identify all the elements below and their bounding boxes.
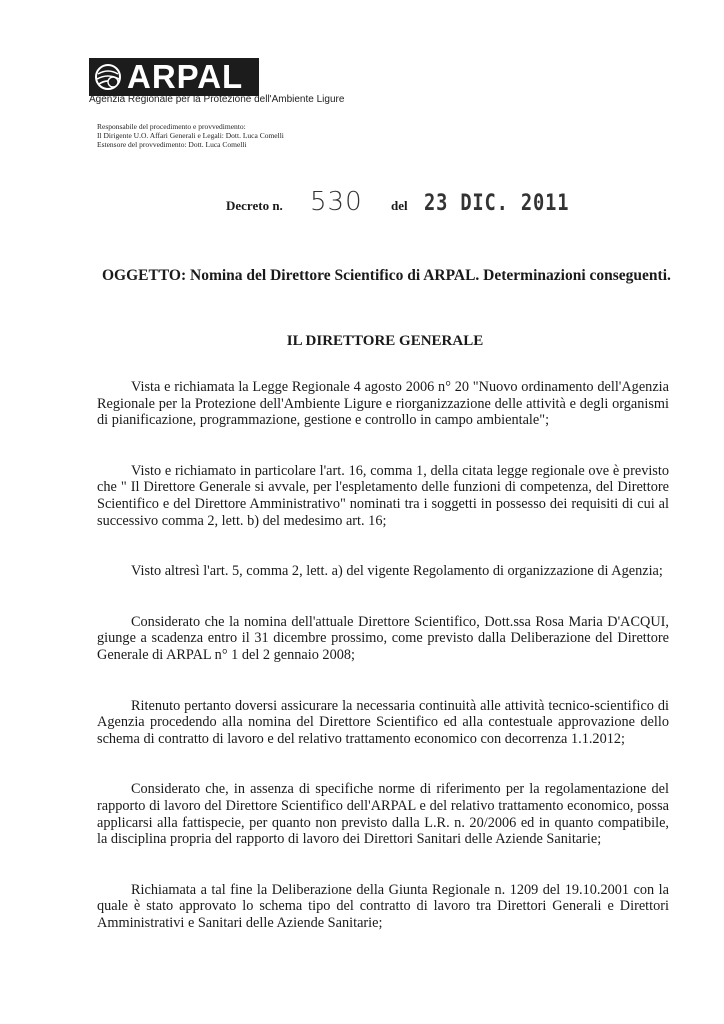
arpal-globe-icon bbox=[93, 62, 123, 92]
subject-label: OGGETTO: bbox=[102, 267, 187, 284]
decree-date-stamp: 23 DIC. 2011 bbox=[424, 191, 570, 216]
document-body bbox=[97, 379, 669, 931]
section-heading: IL DIRETTORE GENERALE bbox=[286, 333, 484, 349]
agency-name: Agenzia Regionale per la Protezione dell'Ambiente Ligure bbox=[89, 94, 345, 105]
arpal-logo bbox=[89, 58, 259, 96]
subject-line bbox=[102, 267, 682, 285]
paragraph: Ritenuto pertanto doversi assicurare la necessaria continuità alle attività tecnico-scientifico di Agenzia procedendo alla nomina del Direttore Scientifico ed alla contestuale approvazione dello schema di contratto di lavoro e del relativo trattamento economico con decorrenza 1.1.2012; bbox=[97, 697, 669, 747]
decree-number: 530 bbox=[310, 187, 363, 217]
decree-label: Decreto n. bbox=[226, 198, 283, 213]
subject-text: Nomina del Direttore Scientifico di ARPAL. Determinazioni conseguenti. bbox=[190, 267, 671, 284]
logo-text: ARPAL bbox=[127, 58, 244, 95]
responsibility-line: Il Dirigente U.O. Affari Generali e Legali: Dott. Luca Comelli bbox=[97, 131, 284, 140]
paragraph: Visto altresì l'art. 5, comma 2, lett. a) del vigente Regolamento di organizzazione di Agenzia; bbox=[131, 563, 663, 580]
responsibility-block bbox=[97, 122, 284, 149]
paragraph: Visto e richiamato in particolare l'art. 16, comma 1, della citata legge regionale ove è previsto che " Il Direttore Generale si avvale, per l'espletamento delle funzioni di competenza, del Direttore Scientifico e del Direttore Amministrativo" nominati tra i soggetti in possesso dei requisiti di cui al successivo comma 2, lett. b) del medesimo art. 16; bbox=[97, 462, 669, 529]
paragraph: Richiamata a tal fine la Deliberazione della Giunta Regionale n. 1209 del 19.10.2001 con la quale è stato approvato lo schema tipo del contratto di lavoro tra Direttori Generali e Direttori Amministrativi e Sanitari delle Aziende Sanitarie; bbox=[97, 881, 669, 931]
paragraph: Considerato che, in assenza di specifiche norme di riferimento per la regolamentazione del rapporto di lavoro del Direttore Scientifico dell'ARPAL e del relativo trattamento economico, possa applicarsi alla fattispecie, per quanto non previsto dalla L.R. n. 20/2006 ed in quanto compatibile, la disciplina propria del rapporto di lavoro dei Direttori Sanitari delle Aziende Sanitarie; bbox=[97, 781, 669, 848]
responsibility-line: Estensore del provvedimento: Dott. Luca Comelli bbox=[97, 140, 247, 149]
paragraph: Considerato che la nomina dell'attuale Direttore Scientifico, Dott.ssa Rosa Maria D'ACQUI, giunge a scadenza entro il 31 dicembre prossimo, come previsto dalla Deliberazione del Direttore Generale di ARPAL n° 1 del 2 gennaio 2008; bbox=[97, 613, 669, 663]
responsibility-line: Responsabile del procedimento e provvedimento: bbox=[97, 122, 246, 131]
paragraph: Vista e richiamata la Legge Regionale 4 agosto 2006 n° 20 "Nuovo ordinamento dell'Agenzia Regionale per la Protezione dell'Ambiente Ligure e riorganizzazione delle attività e degli organismi di pianificazione, programmazione, gestione e controllo in campo ambientale"; bbox=[97, 379, 669, 429]
decree-date-label: del bbox=[391, 198, 408, 213]
